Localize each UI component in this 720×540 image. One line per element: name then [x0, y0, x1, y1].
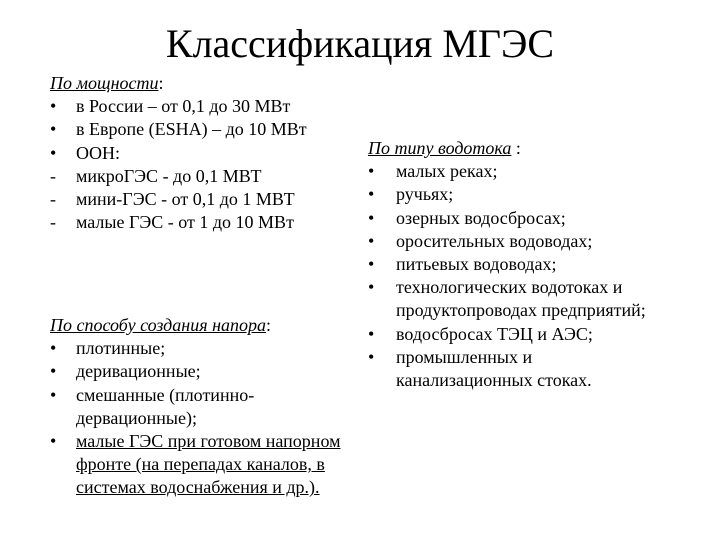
item-text: питьевых водоводах;	[396, 254, 557, 275]
watercourse-item-technological	[368, 276, 668, 322]
power-heading: По мощности	[50, 73, 159, 93]
page-title: Классификация МГЭС	[165, 21, 555, 66]
bullet-marker: •	[50, 119, 57, 140]
watercourse-classification	[368, 137, 668, 392]
item-text: смешанные (плотинно-дервационные);	[76, 384, 255, 428]
pressure-heading-suffix: :	[266, 315, 272, 335]
watercourse-item-drinking	[368, 253, 668, 276]
bullet-marker: •	[368, 184, 375, 205]
bullet-marker: •	[50, 384, 57, 405]
bullet-marker: •	[50, 338, 57, 359]
item-text: оросительных водоводах;	[396, 230, 593, 251]
watercourse-item-industrial	[368, 346, 668, 392]
bullet-marker: •	[368, 346, 375, 367]
watercourse-item-small-rivers	[368, 160, 668, 183]
power-item-small	[50, 211, 360, 234]
power-item-un	[50, 142, 360, 165]
watercourse-item-spillways-plants	[368, 323, 668, 346]
pressure-heading: По способу создания напора	[50, 315, 267, 335]
bullet-marker: •	[368, 254, 375, 275]
pressure-item-mixed	[50, 384, 370, 430]
watercourse-item-irrigation	[368, 230, 668, 253]
watercourse-heading-line	[368, 137, 668, 160]
item-text: в России – от 0,1 до 30 МВт	[76, 96, 291, 117]
bullet-marker: •	[50, 96, 57, 117]
dash-marker: -	[50, 189, 56, 210]
item-text: плотинные;	[76, 338, 166, 359]
bullet-marker: •	[368, 230, 375, 251]
item-text: водосбросах ТЭЦ и АЭС;	[396, 323, 593, 344]
bullet-marker: •	[368, 277, 375, 298]
item-text: малых реках;	[396, 161, 498, 182]
pressure-item-ready-front	[50, 430, 370, 500]
power-heading-line	[50, 72, 360, 95]
watercourse-heading-suffix: :	[511, 138, 521, 158]
item-text: промышленных и канализационных стоках.	[396, 346, 592, 391]
pressure-heading-line	[50, 314, 370, 337]
dash-marker: -	[50, 165, 56, 186]
pressure-classification	[50, 314, 370, 500]
power-item-russia	[50, 95, 360, 118]
dash-marker: -	[50, 212, 56, 233]
power-item-europe	[50, 118, 360, 141]
item-text: ручьях;	[396, 184, 454, 205]
item-text: в Европе (ESHA) – до 10 МВт	[76, 119, 307, 140]
bullet-marker: •	[368, 323, 375, 344]
item-text: малые ГЭС при готовом напорном фронте (на перепадах каналов, в системах водоснабжения и др.).	[76, 431, 341, 498]
item-text: малые ГЭС - от 1 до 10 МВт	[76, 212, 294, 233]
power-item-mini	[50, 188, 360, 211]
item-text: технологических водотоках и продуктопроводах предприятий;	[396, 277, 646, 321]
bullet-marker: •	[368, 161, 375, 182]
bullet-marker: •	[50, 142, 57, 163]
watercourse-item-streams	[368, 183, 668, 206]
pressure-item-derivation	[50, 360, 370, 383]
item-text: озерных водосбросах;	[396, 207, 566, 228]
watercourse-item-lake-spillways	[368, 207, 668, 230]
item-text: ООН:	[76, 142, 120, 163]
watercourse-heading: По типу водотока	[368, 138, 512, 158]
item-text: микроГЭС - до 0,1 МВТ	[76, 165, 262, 186]
bullet-marker: •	[368, 207, 375, 228]
pressure-item-dam	[50, 337, 370, 360]
power-item-micro	[50, 165, 360, 188]
item-text: деривационные;	[76, 361, 201, 382]
item-text: мини-ГЭС - от 0,1 до 1 МВТ	[76, 189, 295, 210]
power-classification	[50, 72, 360, 234]
bullet-marker: •	[50, 431, 57, 452]
bullet-marker: •	[50, 361, 57, 382]
power-heading-suffix: :	[158, 73, 164, 93]
